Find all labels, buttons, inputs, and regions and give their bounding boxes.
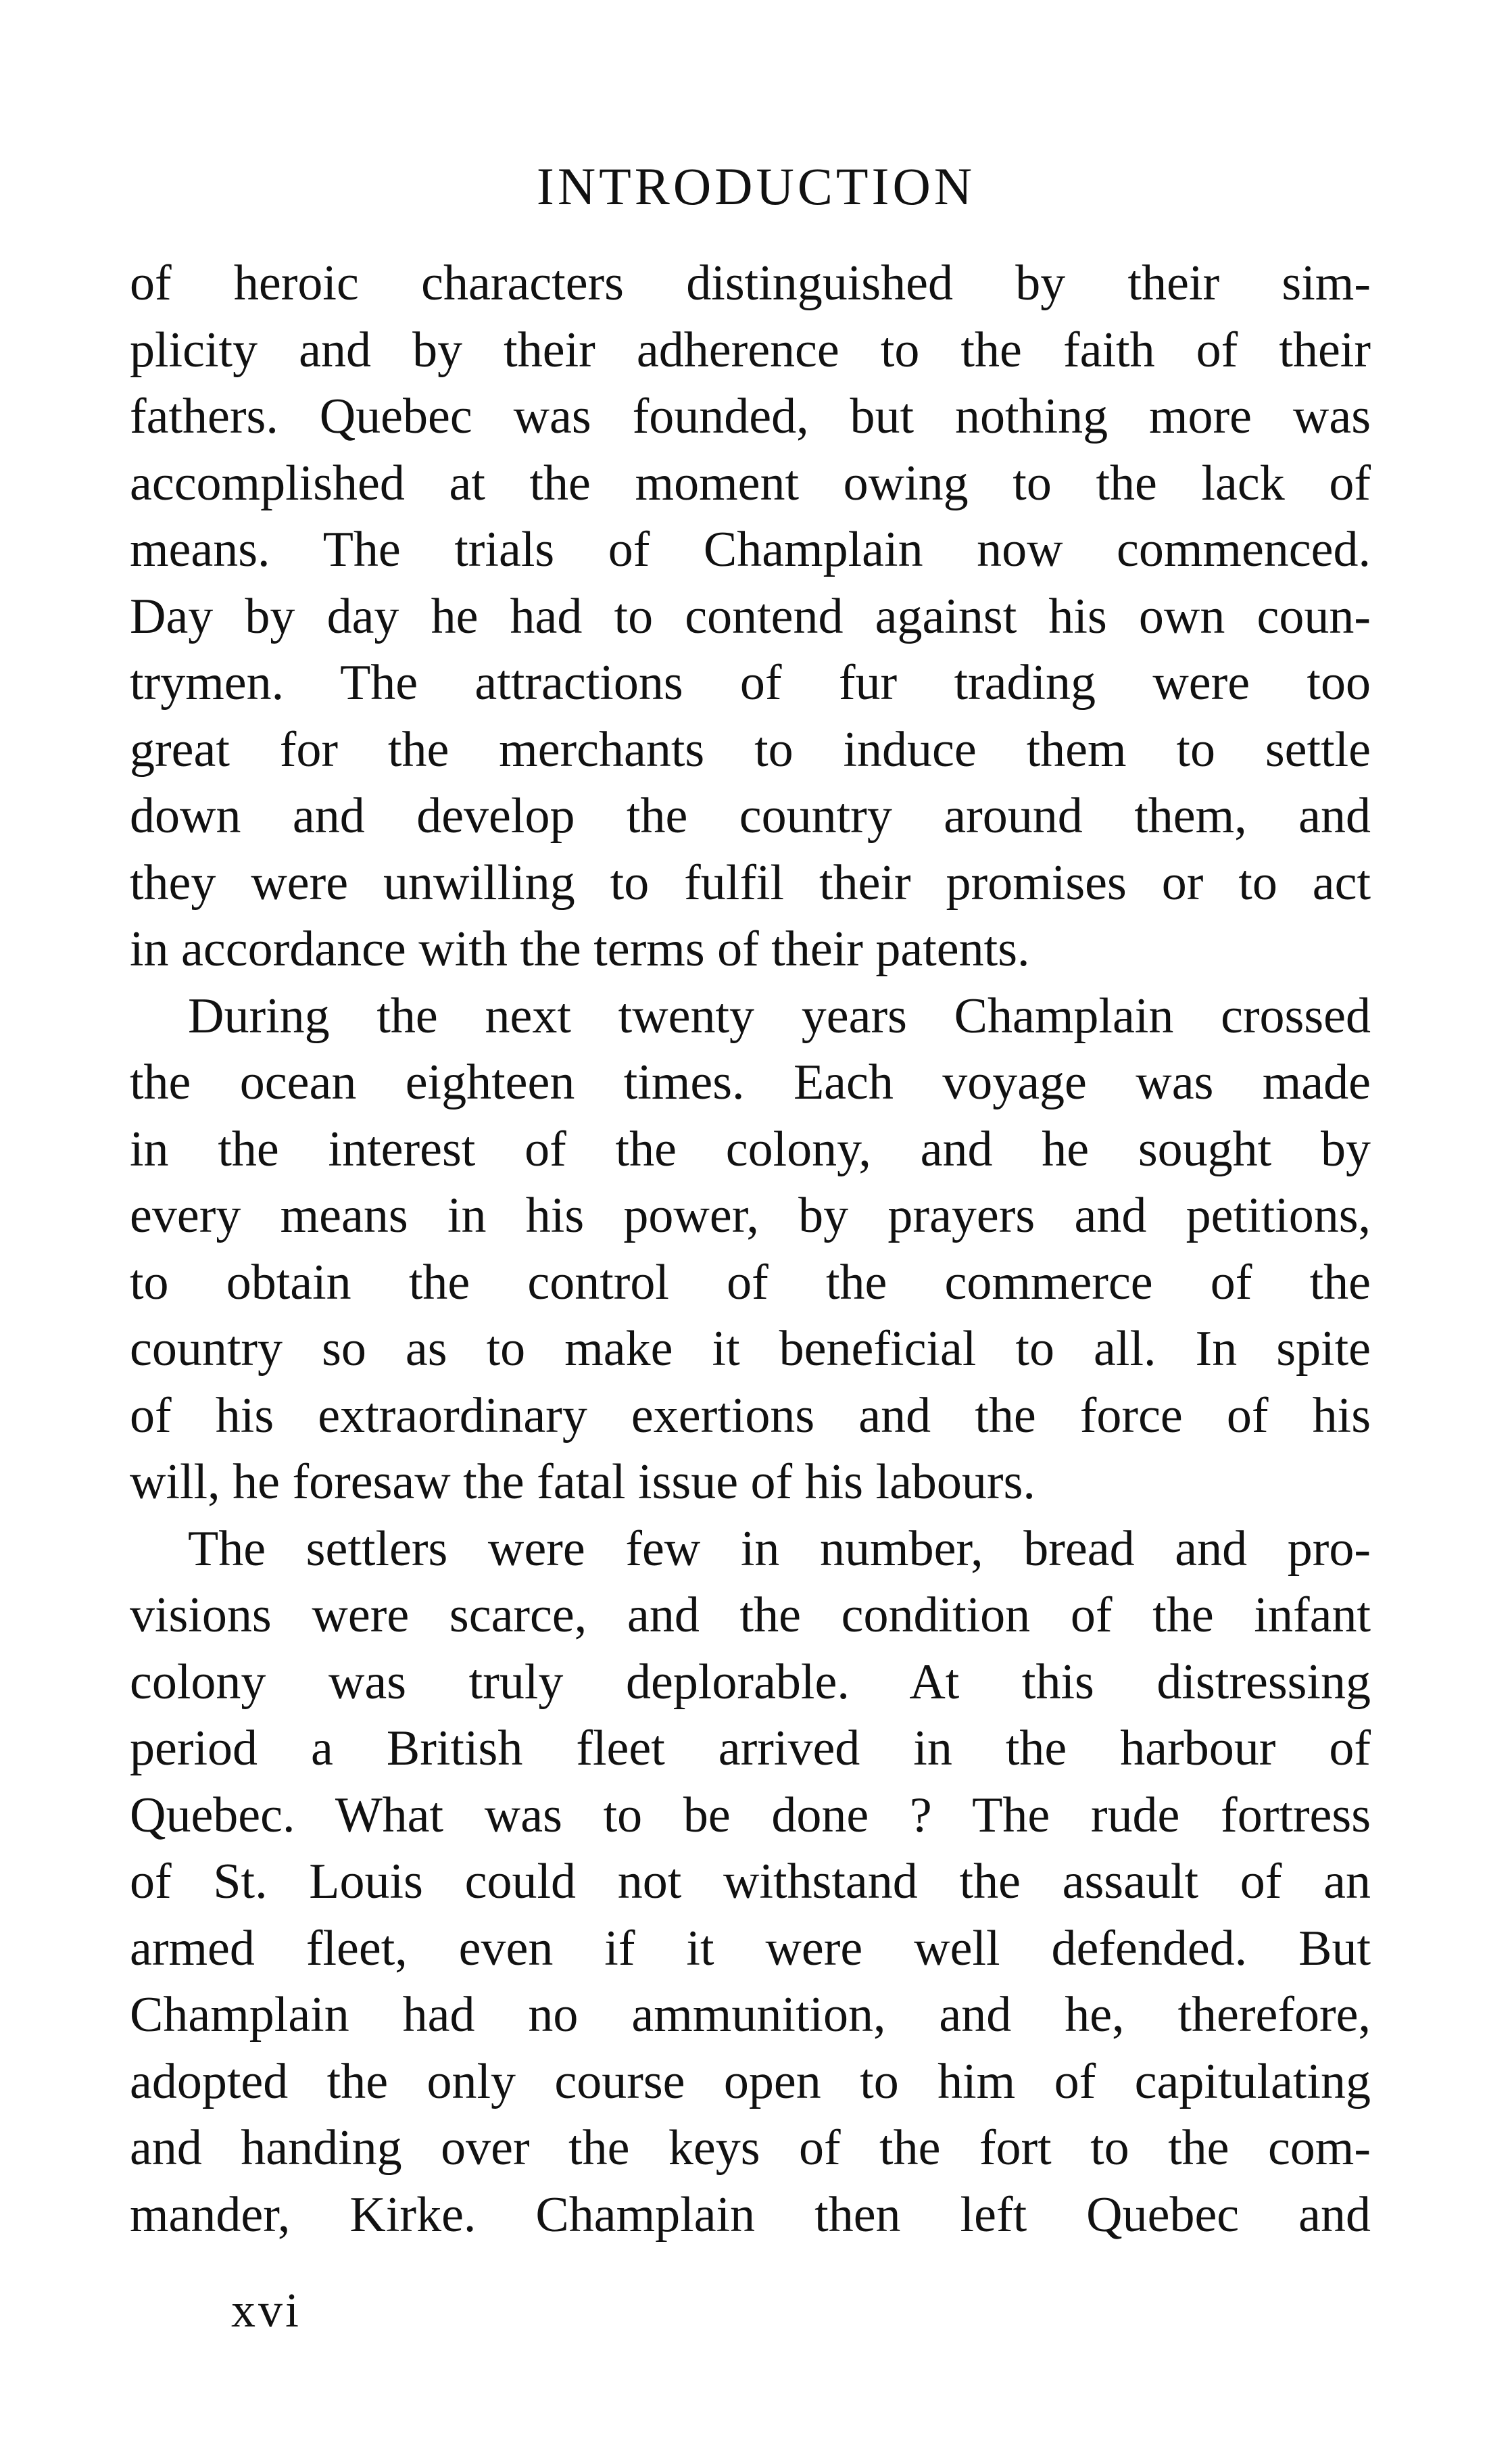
text-line: Champlain had no ammunition, and he, therefore, <box>130 1987 1371 2043</box>
text-line: of his extraordinary exertions and the force of his <box>130 1387 1371 1443</box>
text-line: Day by day he had to contend against his own coun- <box>130 588 1371 644</box>
text-line: Quebec. What was to be done ? The rude fortress <box>130 1787 1371 1843</box>
body-text <box>130 250 1371 2248</box>
text-line: colony was truly deplorable. At this distressing <box>130 1654 1371 1710</box>
text-line: adopted the only course open to him of capitulating <box>130 2053 1371 2109</box>
text-line: every means in his power, by prayers and petitions, <box>130 1188 1371 1243</box>
text-line: fathers. Quebec was founded, but nothing more was <box>130 389 1371 444</box>
text-line: The settlers were few in number, bread and pro- <box>188 1521 1371 1577</box>
paragraph-2 <box>130 983 1371 1516</box>
text-line: in accordance with the terms of their patents. <box>130 922 1030 977</box>
text-line: period a British fleet arrived in the harbour of <box>130 1721 1371 1776</box>
text-line: of heroic characters distinguished by their sim- <box>130 256 1371 311</box>
text-line: to obtain the control of the commerce of the <box>130 1254 1371 1310</box>
text-line: trymen. The attractions of fur trading were too <box>130 655 1371 711</box>
text-line: they were unwilling to fulfil their promises or to act <box>130 855 1371 911</box>
text-line: plicity and by their adherence to the faith of their <box>130 322 1371 378</box>
page-number: xvi <box>231 2283 302 2337</box>
text-line: and handing over the keys of the fort to the com- <box>130 2120 1371 2176</box>
running-title: INTRODUCTION <box>536 157 976 216</box>
text-line: down and develop the country around them, and <box>130 788 1371 844</box>
paragraph-3 <box>130 1516 1371 2249</box>
text-line: During the next twenty years Champlain crossed <box>188 988 1371 1044</box>
text-line: country so as to make it beneficial to all. In spite <box>130 1321 1371 1377</box>
text-line: armed fleet, even if it were well defended. But <box>130 1920 1371 1976</box>
text-line: will, he foresaw the fatal issue of his labours. <box>130 1454 1035 1510</box>
paragraph-1 <box>130 250 1371 983</box>
text-line: great for the merchants to induce them to settle <box>130 721 1371 778</box>
text-line: mander, Kirke. Champlain then left Quebec and <box>130 2187 1371 2243</box>
text-line: accomplished at the moment owing to the lack of <box>130 455 1371 511</box>
text-line: the ocean eighteen times. Each voyage was made <box>130 1055 1371 1110</box>
text-line: means. The trials of Champlain now commenced. <box>130 522 1371 577</box>
text-line: of St. Louis could not withstand the assault of an <box>130 1854 1371 1909</box>
text-line: in the interest of the colony, and he sought by <box>130 1121 1371 1177</box>
text-line: visions were scarce, and the condition of the infant <box>130 1587 1371 1643</box>
